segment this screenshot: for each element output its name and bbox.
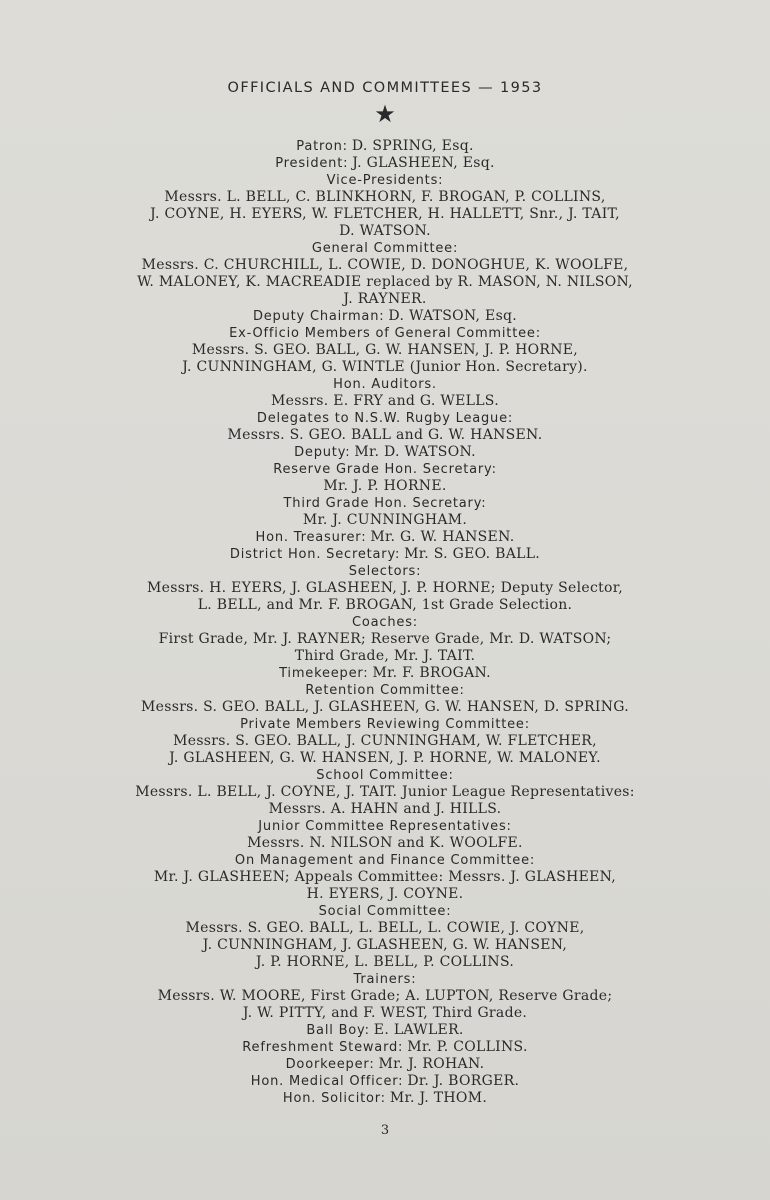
names-line [60,273,710,290]
entry-label: Doorkeeper: [285,1057,375,1072]
entry-text: Messrs. A. HAHN and J. HILLS. [268,801,502,817]
entry-label: On Management and Finance Committee: [234,853,536,868]
section-heading [60,817,710,834]
entry-text: Mr. S. GEO. BALL. [404,546,541,562]
entry-text: Messrs. W. MOORE, First Grade; A. LUPTON, Reserve Grade; [157,988,613,1004]
entry-text: Dr. J. BORGER. [407,1073,520,1089]
entry-text: J. P. HORNE, L. BELL, P. COLLINS. [255,954,515,970]
entry-text: J. W. PITTY, and F. WEST, Third Grade. [242,1005,528,1021]
section-heading [60,375,710,392]
section-heading [60,681,710,698]
entry-text: Messrs. S. GEO. BALL, J. CUNNINGHAM, W. FLETCHER, [173,733,597,749]
section-heading [60,970,710,987]
official-entry [60,307,710,324]
entry-label: Deputy: [294,445,351,460]
names-line [60,222,710,239]
entry-text: Messrs. S. GEO. BALL, G. W. HANSEN, J. P. HORNE, [191,342,579,358]
section-heading [60,171,710,188]
page-title: OFFICIALS AND COMMITTEES — 1953 [227,80,543,96]
names-line [60,358,710,375]
entry-label: Reserve Grade Hon. Secretary: [273,462,497,477]
names-line [60,205,710,222]
entry-label: Hon. Auditors. [333,377,437,392]
entry-label: Third Grade Hon. Secretary: [283,496,487,511]
names-line [60,885,710,902]
entry-text: Messrs. N. NILSON and K. WOOLFE. [247,835,523,851]
entry-label: Refreshment Steward: [242,1040,404,1055]
entry-label: Patron: [296,139,348,154]
names-line [60,290,710,307]
entry-label: General Committee: [311,241,459,256]
names-line [60,477,710,494]
entry-text: Mr. J. THOM. [389,1090,488,1106]
entry-text: Messrs. S. GEO. BALL, J. GLASHEEN, G. W. HANSEN, D. SPRING. [141,699,629,715]
names-line [60,834,710,851]
entry-text: L. BELL, and Mr. F. BROGAN, 1st Grade Selection. [197,597,573,613]
official-entry [60,1072,710,1089]
section-heading [60,460,710,477]
entry-text: Mr. J. P. HORNE. [323,478,447,494]
star-icon: ★ [374,100,396,128]
entry-text: Messrs. S. GEO. BALL, L. BELL, L. COWIE, J. COYNE, [185,920,585,936]
entry-text: Messrs. C. CHURCHILL, L. COWIE, D. DONOGHUE, K. WOOLFE, [141,257,629,273]
entry-text: Mr. G. W. HANSEN. [370,529,515,545]
entry-text: Mr. D. WATSON. [354,444,476,460]
entry-text: J. CUNNINGHAM, G. WINTLE (Junior Hon. Secretary). [182,359,588,375]
names-line [60,868,710,885]
section-heading [60,613,710,630]
section-heading [60,494,710,511]
entry-text: W. MALONEY, K. MACREADIE replaced by R. MASON, N. NILSON, [137,274,633,290]
entry-label: Hon. Medical Officer: [250,1074,404,1089]
entry-label: District Hon. Secretary: [229,547,401,562]
names-line [60,392,710,409]
entry-label: Timekeeper: [279,666,369,681]
section-heading [60,562,710,579]
section-heading [60,851,710,868]
entry-text: First Grade, Mr. J. RAYNER; Reserve Grade, Mr. D. WATSON; [158,631,612,647]
section-heading [60,766,710,783]
entry-label: Social Committee: [318,904,452,919]
entry-text: J. GLASHEEN, G. W. HANSEN, J. P. HORNE, W. MALONEY. [169,750,601,766]
names-line [60,256,710,273]
names-line [60,630,710,647]
names-line [60,698,710,715]
names-line [60,1004,710,1021]
entry-label: Delegates to N.S.W. Rugby League: [256,411,514,426]
entry-text: Messrs. H. EYERS, J. GLASHEEN, J. P. HORNE; Deputy Selector, [147,580,623,596]
section-heading [60,902,710,919]
entry-text: J. CUNNINGHAM, J. GLASHEEN, G. W. HANSEN, [202,937,568,953]
names-line [60,647,710,664]
entry-text: H. EYERS, J. COYNE. [306,886,464,902]
names-line [60,188,710,205]
names-line [60,579,710,596]
entry-text: Messrs. L. BELL, J. COYNE, J. TAIT. Junior League Representatives: [135,784,635,800]
entry-label: Junior Committee Representatives: [258,819,512,834]
names-line [60,749,710,766]
section-heading [60,409,710,426]
official-entry [60,137,710,154]
official-entry [60,528,710,545]
entry-text: Messrs. L. BELL, C. BLINKHORN, F. BROGAN, P. COLLINS, [164,189,606,205]
names-line [60,341,710,358]
entry-label: Hon. Solicitor: [282,1091,386,1106]
entry-label: Trainers: [353,972,417,987]
entry-text: Mr. F. BROGAN. [372,665,491,681]
entry-label: Ball Boy: [306,1023,370,1038]
entry-text: D. SPRING, Esq. [351,138,474,154]
names-line [60,596,710,613]
official-entry [60,1089,710,1106]
entry-text: Mr. J. CUNNINGHAM. [302,512,468,528]
entry-text: Mr. J. ROHAN. [378,1056,485,1072]
entry-text: D. WATSON, Esq. [388,308,518,324]
names-line [60,732,710,749]
entry-text: Mr. P. COLLINS. [407,1039,528,1055]
entry-label: Coaches: [352,615,418,630]
entry-text: Mr. J. GLASHEEN; Appeals Committee: Messrs. J. GLASHEEN, [153,869,617,885]
page-number: 3 [380,1123,390,1138]
entry-label: Ex-Officio Members of General Committee: [229,326,541,341]
entry-text: J. COYNE, H. EYERS, W. FLETCHER, H. HALLETT, Snr., J. TAIT, [150,206,620,222]
entry-label: Retention Committee: [305,683,465,698]
names-line [60,987,710,1004]
names-line [60,936,710,953]
entry-label: Hon. Treasurer: [255,530,367,545]
entry-label: Deputy Chairman: [252,309,385,324]
official-entry [60,664,710,681]
entry-label: Private Members Reviewing Committee: [240,717,530,732]
names-line [60,919,710,936]
entry-label: School Committee: [316,768,454,783]
entry-text: Third Grade, Mr. J. TAIT. [294,648,476,664]
entry-text: J. RAYNER. [343,291,427,307]
official-entry [60,154,710,171]
official-entry [60,545,710,562]
section-heading [60,324,710,341]
names-line [60,783,710,800]
section-heading [60,715,710,732]
names-line [60,511,710,528]
officials-list [60,137,710,1106]
entry-label: Selectors: [348,564,422,579]
official-entry [60,443,710,460]
entry-text: Messrs. E. FRY and G. WELLS. [271,393,499,409]
entry-text: Messrs. S. GEO. BALL and G. W. HANSEN. [227,427,543,443]
entry-text: J. GLASHEEN, Esq. [352,155,495,171]
names-line [60,953,710,970]
names-line [60,800,710,817]
section-heading [60,239,710,256]
entry-text: D. WATSON. [339,223,431,239]
official-entry [60,1021,710,1038]
entry-label: President: [275,156,349,171]
entry-label: Vice-Presidents: [326,173,444,188]
names-line [60,426,710,443]
entry-text: E. LAWLER. [373,1022,464,1038]
official-entry [60,1055,710,1072]
official-entry [60,1038,710,1055]
